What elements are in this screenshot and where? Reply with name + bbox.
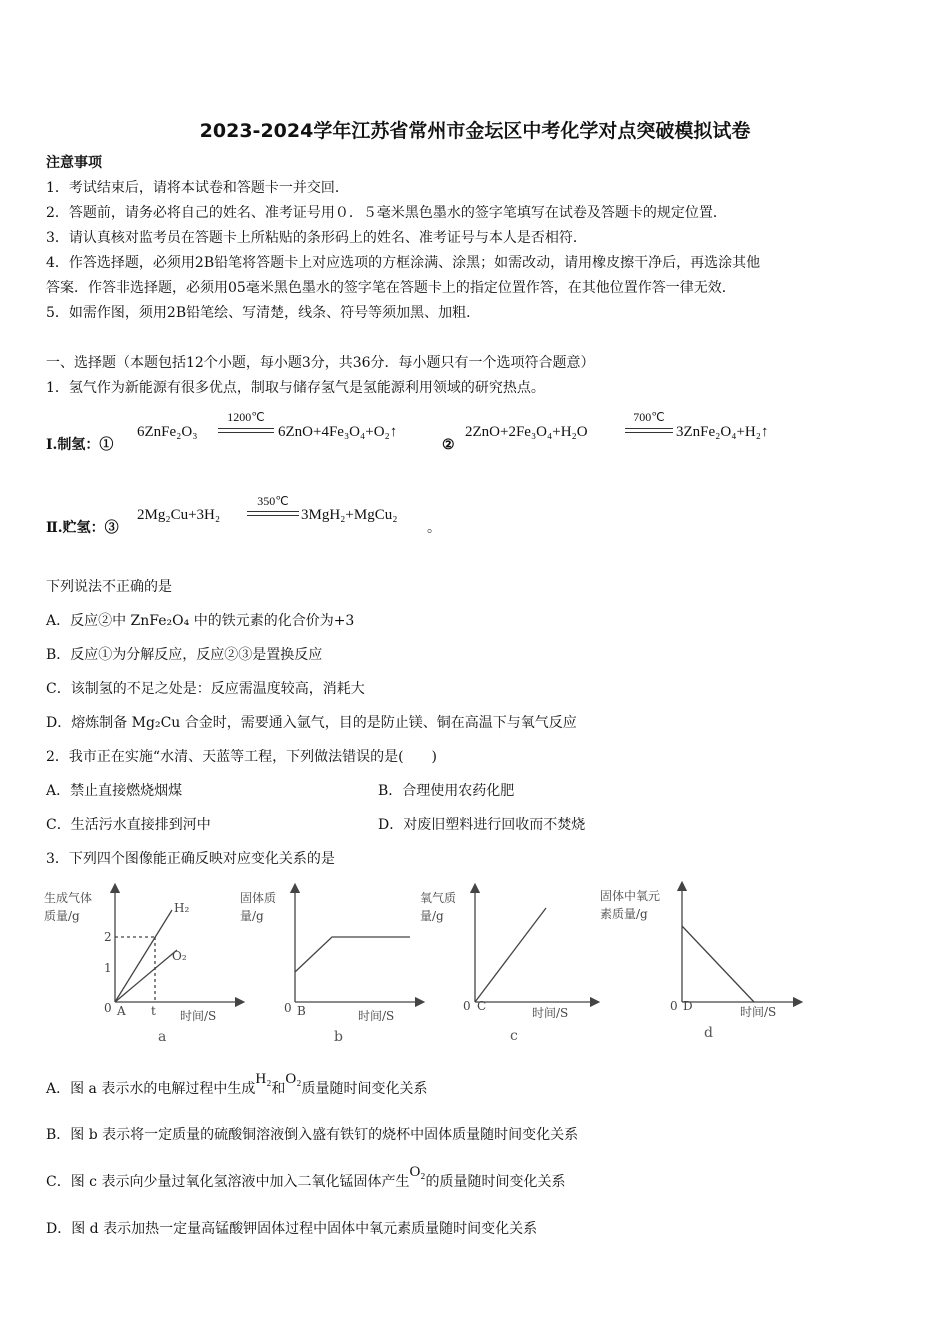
option-d: D．熔炼制备 Mg₂Cu 合金时，需要通入氩气，目的是防止镁、铜在高温下与氧气反应 <box>46 715 577 731</box>
equation-3-products: 3MgH₂+MgCu₂ <box>301 507 398 523</box>
graph-d-caption: d <box>704 1025 713 1041</box>
graph-c-ylabel-1: 氧气质 <box>420 891 457 905</box>
formula-h2: H₂ <box>255 1071 272 1087</box>
graph-b-xlabel: 时间/S <box>358 1009 395 1023</box>
graph-b-ylabel-2: 量/g <box>240 909 264 923</box>
graph-c <box>475 888 595 1002</box>
graph-c-caption: c <box>510 1028 518 1044</box>
formula-o2: O₂ <box>409 1164 426 1180</box>
option-c: C．该制氢的不足之处是：反应需温度较高，消耗大 <box>46 681 365 697</box>
question-1-prompt: 下列说法不正确的是 <box>46 579 172 595</box>
equation-3-condition: 350℃ <box>257 494 289 508</box>
option-b: B．图 b 表示将一定质量的硫酸铜溶液倒入盛有铁钉的烧杯中固体质量随时间变化关系 <box>46 1127 579 1143</box>
graph-d-xlabel: 时间/S <box>740 1005 777 1019</box>
equals-line <box>625 428 673 429</box>
option-b: B．合理使用农药化肥 <box>378 783 515 799</box>
graph-c-origin: 0 <box>463 999 471 1013</box>
equation-2-products: 3ZnFe₂O₄+H₂↑ <box>676 424 769 440</box>
option-c: C．生活污水直接排到河中 <box>46 817 211 833</box>
equation-1-products: 6ZnO+4Fe₃O₄+O₂↑ <box>278 424 398 440</box>
graph-b-caption: b <box>334 1029 343 1045</box>
question-2-stem: 2．我市正在实施“水清、天蓝等工程，下列做法错误的是( ) <box>46 749 437 765</box>
question-3-stem: 3．下列四个图像能正确反映对应变化关系的是 <box>46 851 335 867</box>
h2-line <box>115 910 172 1002</box>
graph-a-ylabel-1: 生成气体 <box>44 891 93 905</box>
equals-line <box>247 511 299 512</box>
equals-line <box>625 432 673 433</box>
option-a: A．禁止直接燃烧烟煤 <box>46 783 183 799</box>
notice-item: 4．作答选择题，必须用2B铅笔将答题卡上对应选项的方框涂满、涂黑；如需改动，请用橡皮擦干净后，再选涂其他 <box>46 255 761 271</box>
option-a-pre: A．图 a 表示水的电解过程中生成 <box>46 1081 256 1097</box>
notice-heading: 注意事项 <box>46 155 102 171</box>
option-c-pre: C．图 c 表示向少量过氧化氢溶液中加入二氧化锰固体产生 <box>46 1174 410 1190</box>
graph-d-start: D <box>683 999 693 1013</box>
graph-a-ytick: 2 <box>104 930 112 944</box>
graph-d-ylabel-1: 固体中氧元 <box>600 889 661 903</box>
notice-item: 1．考试结束后，请将本试卷和答题卡一并交回． <box>46 180 349 196</box>
question-1-stem: 1．氢气作为新能源有很多优点，制取与储存氢气是氢能源利用领域的研究热点。 <box>46 380 545 396</box>
graph-a-xlabel: 时间/S <box>180 1009 217 1023</box>
option-a <box>46 1071 428 1098</box>
graph-c-start: C <box>477 999 487 1013</box>
graph-a-origin: 0 <box>104 1001 112 1015</box>
graph-a-h2-label: H₂ <box>174 901 190 915</box>
graph-d <box>682 886 798 1002</box>
formula-o2: O₂ <box>285 1071 302 1087</box>
option-c <box>46 1164 566 1191</box>
option-a-mid: 和 <box>271 1081 286 1097</box>
notice-item: 2．答题前，请务必将自己的姓名、准考证号用０．５毫米黑色墨水的签字笔填写在试卷及答题卡的规定位置． <box>46 205 727 221</box>
equals-line <box>247 515 299 516</box>
notice-item: 答案．作答非选择题，必须用05毫米黑色墨水的签字笔在答题卡上的指定位置作答，在其他位置作答一律无效． <box>46 280 736 296</box>
graphs-figure <box>40 880 820 1050</box>
option-a-post: 质量随时间变化关系 <box>301 1081 428 1097</box>
equation-2-reactants: 2ZnO+2Fe₃O₄+H₂O <box>465 424 588 440</box>
graph-d-origin: 0 <box>670 999 678 1013</box>
equation-2-condition: 700℃ <box>633 410 665 424</box>
page-title: 2023-2024学年江苏省常州市金坛区中考化学对点突破模拟试卷 <box>199 120 751 142</box>
graph-b-start: B <box>297 1004 306 1018</box>
notice-item: 5．如需作图，须用2B铅笔绘、写清楚，线条、符号等须加黑、加粗． <box>46 305 481 321</box>
equation-3-end: 。 <box>427 520 441 536</box>
circle-number-2: ② <box>442 437 455 453</box>
equation-1-reactants: 6ZnFe₂O₃ <box>137 424 198 440</box>
notice-item: 3．请认真核对监考员在答题卡上所粘贴的条形码上的姓名、准考证号与本人是否相符． <box>46 230 587 246</box>
graph-b <box>295 888 420 1002</box>
equation-1-condition: 1200℃ <box>227 410 265 424</box>
equation-3-reactants: 2Mg₂Cu+3H₂ <box>137 507 221 523</box>
equals-line <box>218 432 274 433</box>
label-hydrogen-production: Ⅰ.制氢：① <box>46 437 114 453</box>
equals-line <box>218 428 274 429</box>
label-hydrogen-storage: Ⅱ.贮氢：③ <box>46 520 119 536</box>
graph-a-ylabel-2: 质量/g <box>44 909 80 923</box>
graph-a-caption: a <box>158 1029 167 1045</box>
graph-a-start: A <box>117 1004 126 1018</box>
graph-c-xlabel: 时间/S <box>532 1006 569 1020</box>
graph-d-ylabel-2: 素质量/g <box>600 907 648 921</box>
graph-b-origin: 0 <box>284 1001 292 1015</box>
graph-c-ylabel-2: 量/g <box>420 909 444 923</box>
o2-line <box>115 950 177 1002</box>
graph-a-o2-label: O₂ <box>172 949 187 963</box>
graph-b-ylabel-1: 固体质 <box>240 891 277 905</box>
graph-a-ytick: 1 <box>104 961 112 975</box>
option-a: A．反应②中 ZnFe₂O₄ 中的铁元素的化合价为+3 <box>46 613 355 629</box>
option-c-post: 的质量随时间变化关系 <box>425 1174 566 1190</box>
section-heading: 一、选择题（本题包括12个小题，每小题3分，共36分．每小题只有一个选项符合题意） <box>46 355 595 371</box>
option-d: D．对废旧塑料进行回收而不焚烧 <box>378 817 586 833</box>
graph-a-tick-t: t <box>151 1004 156 1018</box>
option-d: D．图 d 表示加热一定量高锰酸钾固体过程中固体中氧元素质量随时间变化关系 <box>46 1221 538 1237</box>
option-b: B．反应①为分解反应，反应②③是置换反应 <box>46 647 323 663</box>
